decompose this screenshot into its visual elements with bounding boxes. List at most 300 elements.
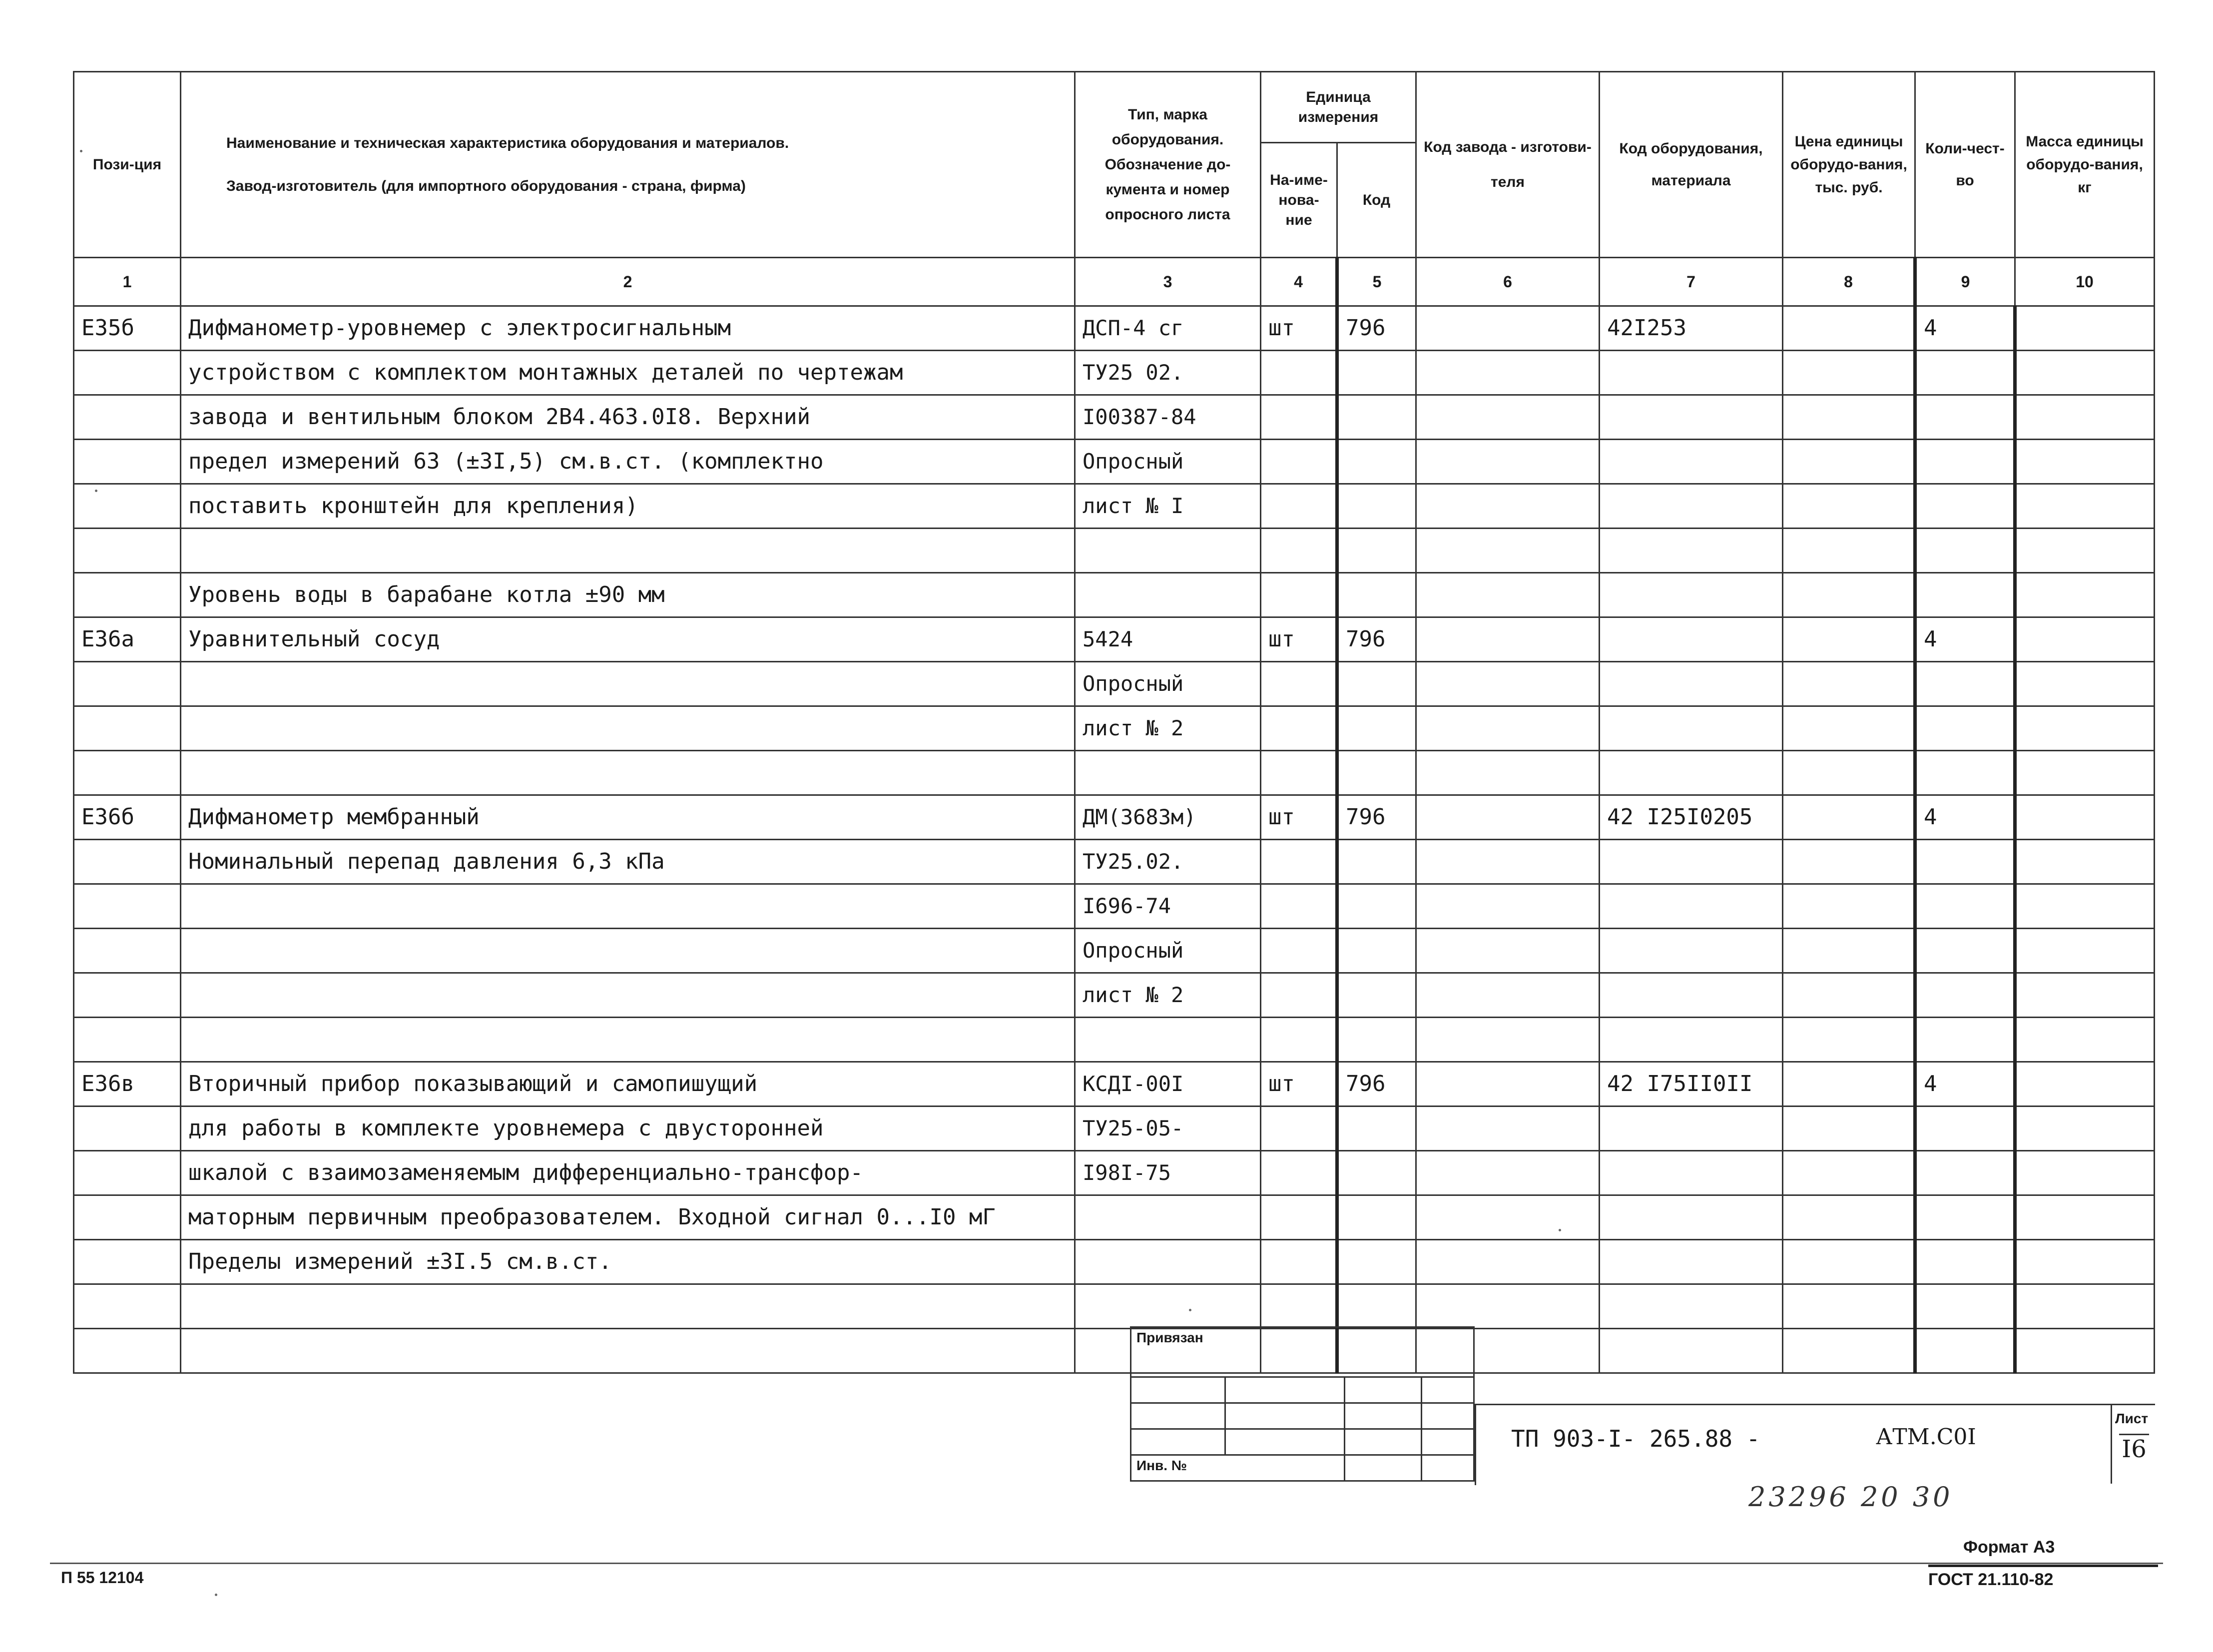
row-equipment-code — [1600, 440, 1783, 484]
row-type — [1075, 751, 1261, 795]
column-number: 9 — [1915, 258, 2015, 306]
column-number: 2 — [181, 258, 1075, 306]
table-row — [74, 351, 2155, 395]
row-equipment-code: 42 I25I0205 — [1600, 795, 1783, 840]
row-unit: шт — [1261, 306, 1337, 351]
row-mass — [2015, 1106, 2155, 1151]
row-mass — [2015, 884, 2155, 929]
row-equipment-code: 42I253 — [1600, 306, 1783, 351]
row-name: для работы в комплекте уровнемера с двусторонней — [181, 1106, 1075, 1151]
row-type: КСДI-00I — [1075, 1062, 1261, 1106]
row-mass — [2015, 440, 2155, 484]
row-name: Вторичный прибор показывающий и самопишущий — [181, 1062, 1075, 1106]
grid-cell — [1225, 1403, 1345, 1429]
table-row — [74, 1106, 2155, 1151]
row-equipment-code: 42 I75II0II — [1600, 1062, 1783, 1106]
grid-cell — [1422, 1455, 1474, 1481]
row-price — [1783, 840, 1915, 884]
row-type — [1075, 529, 1261, 573]
document-code: ТП 903-I- 265.88 - — [1511, 1425, 1760, 1452]
row-price — [1783, 751, 1915, 795]
column-number: 1 — [74, 258, 181, 306]
row-equipment-code — [1600, 1195, 1783, 1240]
row-quantity — [1915, 1329, 2015, 1373]
row-price — [1783, 306, 1915, 351]
row-name: устройством с комплектом монтажных деталей по чертежам — [181, 351, 1075, 395]
row-factory-code — [1416, 529, 1600, 573]
row-unit-code — [1337, 1284, 1416, 1329]
row-type: лист № 2 — [1075, 706, 1261, 751]
row-price — [1783, 973, 1915, 1018]
row-position — [74, 573, 181, 617]
row-price — [1783, 1062, 1915, 1106]
row-factory-code — [1416, 1018, 1600, 1062]
grid-cell — [1345, 1429, 1422, 1455]
row-type: Опросный — [1075, 440, 1261, 484]
row-mass — [2015, 662, 2155, 706]
grid-cell — [1131, 1403, 1225, 1429]
scan-speck — [80, 150, 82, 152]
row-equipment-code — [1600, 706, 1783, 751]
row-quantity — [1915, 1151, 2015, 1195]
row-unit — [1261, 573, 1337, 617]
row-factory-code — [1416, 884, 1600, 929]
row-price — [1783, 617, 1915, 662]
row-equipment-code — [1600, 617, 1783, 662]
row-equipment-code — [1600, 484, 1783, 529]
row-unit-code — [1337, 706, 1416, 751]
row-quantity — [1915, 395, 2015, 440]
row-unit — [1261, 840, 1337, 884]
row-factory-code — [1416, 929, 1600, 973]
header-unit-group: Единица измерения — [1261, 72, 1416, 143]
row-position — [74, 484, 181, 529]
row-type — [1075, 1240, 1261, 1284]
row-equipment-code — [1600, 1284, 1783, 1329]
row-type: лист № I — [1075, 484, 1261, 529]
row-type: лист № 2 — [1075, 973, 1261, 1018]
column-number: 6 — [1416, 258, 1600, 306]
table-row — [74, 1062, 2155, 1106]
row-unit-code: 796 — [1337, 306, 1416, 351]
row-quantity — [1915, 440, 2015, 484]
row-mass — [2015, 484, 2155, 529]
table-row — [74, 706, 2155, 751]
row-factory-code — [1416, 1151, 1600, 1195]
row-name — [181, 929, 1075, 973]
grid-cell — [1345, 1455, 1422, 1481]
row-name: предел измерений 63 (±3I,5) см.в.ст. (комплектно — [181, 440, 1075, 484]
row-type: ДМ(3683м) — [1075, 795, 1261, 840]
table-row — [74, 1240, 2155, 1284]
header-unit-code: Код — [1337, 143, 1416, 258]
row-type: ТУ25.02. — [1075, 840, 1261, 884]
row-mass — [2015, 1195, 2155, 1240]
table-row — [74, 884, 2155, 929]
row-unit — [1261, 1018, 1337, 1062]
row-unit — [1261, 1151, 1337, 1195]
row-name — [181, 1329, 1075, 1373]
table-row — [74, 840, 2155, 884]
table-row — [74, 929, 2155, 973]
row-name — [181, 1284, 1075, 1329]
row-equipment-code — [1600, 751, 1783, 795]
row-position — [74, 662, 181, 706]
row-factory-code — [1416, 484, 1600, 529]
row-position — [74, 884, 181, 929]
scan-speck — [215, 1594, 217, 1596]
sheet-label: Лист — [2115, 1411, 2149, 1426]
row-mass — [2015, 973, 2155, 1018]
row-quantity: 4 — [1915, 1062, 2015, 1106]
row-position — [74, 751, 181, 795]
scan-speck — [1559, 1229, 1561, 1231]
row-position — [74, 1284, 181, 1329]
row-unit-code — [1337, 884, 1416, 929]
row-quantity — [1915, 973, 2015, 1018]
row-type — [1075, 1018, 1261, 1062]
grid-cell — [1225, 1429, 1345, 1455]
grid-cell — [1131, 1377, 1225, 1403]
grid-cell — [1422, 1377, 1474, 1403]
header-name-line1: Наименование и техническая характеристика оборудования и материалов. — [226, 134, 789, 151]
row-position: Е36в — [74, 1062, 181, 1106]
row-factory-code — [1416, 840, 1600, 884]
row-factory-code — [1416, 1106, 1600, 1151]
row-name: Пределы измерений ±3I.5 см.в.ст. — [181, 1240, 1075, 1284]
row-factory-code — [1416, 706, 1600, 751]
row-unit: шт — [1261, 795, 1337, 840]
row-mass — [2015, 617, 2155, 662]
grid-cell — [1131, 1429, 1225, 1455]
row-unit — [1261, 440, 1337, 484]
row-unit — [1261, 973, 1337, 1018]
table-row — [74, 973, 2155, 1018]
row-quantity — [1915, 573, 2015, 617]
row-price — [1783, 440, 1915, 484]
row-quantity — [1915, 884, 2015, 929]
handwritten-note: 23296 20 30 — [1748, 1481, 1953, 1513]
row-name: Дифманометр мембранный — [181, 795, 1075, 840]
row-name — [181, 529, 1075, 573]
row-quantity: 4 — [1915, 617, 2015, 662]
row-mass — [2015, 795, 2155, 840]
row-position: Е35б — [74, 306, 181, 351]
footer-gost: ГОСТ 21.110-82 — [1928, 1565, 2158, 1590]
row-quantity — [1915, 929, 2015, 973]
row-type — [1075, 1195, 1261, 1240]
row-position — [74, 706, 181, 751]
row-quantity — [1915, 1240, 2015, 1284]
row-position — [74, 395, 181, 440]
table-row — [74, 1329, 2155, 1373]
row-factory-code — [1416, 395, 1600, 440]
row-mass — [2015, 706, 2155, 751]
row-price — [1783, 529, 1915, 573]
row-price — [1783, 573, 1915, 617]
document-stamp — [1475, 1404, 2155, 1485]
row-unit-code — [1337, 573, 1416, 617]
grid-cell — [1225, 1377, 1345, 1403]
header-price: Цена единицы оборудо-вания, тыс. руб. — [1783, 72, 1915, 258]
row-equipment-code — [1600, 1106, 1783, 1151]
row-price — [1783, 1195, 1915, 1240]
row-equipment-code — [1600, 840, 1783, 884]
row-equipment-code — [1600, 1018, 1783, 1062]
row-quantity — [1915, 351, 2015, 395]
row-equipment-code — [1600, 662, 1783, 706]
row-position — [74, 1018, 181, 1062]
row-name — [181, 1018, 1075, 1062]
table-body — [74, 306, 2155, 1373]
table-row — [74, 662, 2155, 706]
row-mass — [2015, 529, 2155, 573]
row-unit-code — [1337, 973, 1416, 1018]
table-row — [74, 306, 2155, 351]
row-quantity — [1915, 1018, 2015, 1062]
column-number: 4 — [1261, 258, 1337, 306]
row-unit — [1261, 1195, 1337, 1240]
footer-left-code: П 55 12104 — [61, 1569, 144, 1587]
row-unit — [1261, 1284, 1337, 1329]
row-price — [1783, 1018, 1915, 1062]
row-quantity — [1915, 1106, 2015, 1151]
row-quantity — [1915, 840, 2015, 884]
row-price — [1783, 1284, 1915, 1329]
row-unit-code — [1337, 1106, 1416, 1151]
row-factory-code — [1416, 795, 1600, 840]
row-type: Опросный — [1075, 929, 1261, 973]
row-position — [74, 440, 181, 484]
row-factory-code — [1416, 1062, 1600, 1106]
row-factory-code — [1416, 573, 1600, 617]
row-factory-code — [1416, 440, 1600, 484]
row-position — [74, 840, 181, 884]
row-mass — [2015, 1240, 2155, 1284]
sheet-number-box — [2111, 1404, 2155, 1484]
row-factory-code — [1416, 306, 1600, 351]
row-name: маторным первичным преобразователем. Входной сигнал 0...I0 мГ — [181, 1195, 1075, 1240]
header-name-line2: Завод-изготовитель (для импортного оборудования - страна, фирма) — [226, 177, 746, 194]
row-name — [181, 662, 1075, 706]
table-row — [74, 395, 2155, 440]
row-name: Номинальный перепад давления 6,3 кПа — [181, 840, 1075, 884]
row-position: Е36б — [74, 795, 181, 840]
column-number: 7 — [1600, 258, 1783, 306]
footer-format: Формат А3 — [1963, 1538, 2055, 1557]
column-number: 8 — [1783, 258, 1915, 306]
header-position: Пози-ция — [74, 72, 181, 258]
table-row — [74, 1151, 2155, 1195]
row-unit-code: 796 — [1337, 1062, 1416, 1106]
row-quantity — [1915, 484, 2015, 529]
row-unit-code — [1337, 840, 1416, 884]
document-suffix: АТМ.С0I — [1876, 1424, 1976, 1450]
row-unit — [1261, 706, 1337, 751]
row-quantity — [1915, 1284, 2015, 1329]
row-equipment-code — [1600, 1329, 1783, 1373]
row-price — [1783, 795, 1915, 840]
attached-label: Привязан — [1131, 1327, 1474, 1377]
row-equipment-code — [1600, 929, 1783, 973]
row-factory-code — [1416, 1240, 1600, 1284]
row-quantity — [1915, 529, 2015, 573]
row-equipment-code — [1600, 1151, 1783, 1195]
row-price — [1783, 1329, 1915, 1373]
row-type: ДСП-4 сг — [1075, 306, 1261, 351]
row-unit-code — [1337, 484, 1416, 529]
bottom-rule — [50, 1563, 2163, 1564]
row-quantity — [1915, 1195, 2015, 1240]
row-position — [74, 529, 181, 573]
row-unit-code: 796 — [1337, 795, 1416, 840]
inv-label: Инв. № — [1131, 1455, 1345, 1481]
row-position — [74, 1240, 181, 1284]
row-unit-code — [1337, 395, 1416, 440]
row-unit-code — [1337, 662, 1416, 706]
row-name: завода и вентильным блоком 2В4.463.0I8. Верхний — [181, 395, 1075, 440]
column-number: 5 — [1337, 258, 1416, 306]
row-factory-code — [1416, 662, 1600, 706]
table-row — [74, 1195, 2155, 1240]
row-name: Уровень воды в барабане котла ±90 мм — [181, 573, 1075, 617]
row-unit-code — [1337, 440, 1416, 484]
row-unit — [1261, 751, 1337, 795]
row-price — [1783, 1240, 1915, 1284]
row-mass — [2015, 1284, 2155, 1329]
table-row — [74, 1284, 2155, 1329]
row-factory-code — [1416, 751, 1600, 795]
row-position — [74, 1106, 181, 1151]
header-factory-code: Код завода - изготови-теля — [1416, 72, 1600, 258]
table-row — [74, 1018, 2155, 1062]
row-equipment-code — [1600, 1240, 1783, 1284]
row-factory-code — [1416, 351, 1600, 395]
row-mass — [2015, 306, 2155, 351]
row-equipment-code — [1600, 351, 1783, 395]
row-position — [74, 1329, 181, 1373]
table-row — [74, 795, 2155, 840]
row-factory-code — [1416, 973, 1600, 1018]
grid-cell — [1345, 1403, 1422, 1429]
row-position — [74, 929, 181, 973]
row-equipment-code — [1600, 573, 1783, 617]
row-name — [181, 751, 1075, 795]
header-quantity: Коли-чест-во — [1915, 72, 2015, 258]
column-number: 3 — [1075, 258, 1261, 306]
table-row — [74, 573, 2155, 617]
row-price — [1783, 662, 1915, 706]
row-position — [74, 973, 181, 1018]
row-price — [1783, 484, 1915, 529]
row-price — [1783, 706, 1915, 751]
row-unit — [1261, 351, 1337, 395]
row-unit-code — [1337, 1195, 1416, 1240]
row-position — [74, 1195, 181, 1240]
row-equipment-code — [1600, 973, 1783, 1018]
row-position — [74, 351, 181, 395]
row-mass — [2015, 1018, 2155, 1062]
header-unit-name: На-име-нова-ние — [1261, 143, 1337, 258]
row-equipment-code — [1600, 884, 1783, 929]
row-type: ТУ25-05- — [1075, 1106, 1261, 1151]
row-unit — [1261, 1106, 1337, 1151]
row-unit-code — [1337, 1151, 1416, 1195]
row-unit-code — [1337, 529, 1416, 573]
row-type: I98I-75 — [1075, 1151, 1261, 1195]
equipment-specification-table — [73, 71, 2155, 1374]
row-name: Уравнительный сосуд — [181, 617, 1075, 662]
table-row — [74, 751, 2155, 795]
row-unit: шт — [1261, 1062, 1337, 1106]
row-type — [1075, 573, 1261, 617]
row-position: Е36а — [74, 617, 181, 662]
scan-speck — [1189, 1309, 1191, 1311]
row-unit — [1261, 395, 1337, 440]
row-price — [1783, 1106, 1915, 1151]
row-mass — [2015, 351, 2155, 395]
row-unit: шт — [1261, 617, 1337, 662]
row-unit-code — [1337, 751, 1416, 795]
row-unit — [1261, 1240, 1337, 1284]
row-mass — [2015, 751, 2155, 795]
row-factory-code — [1416, 1195, 1600, 1240]
row-unit-code — [1337, 1018, 1416, 1062]
row-price — [1783, 929, 1915, 973]
row-type — [1075, 1284, 1261, 1329]
row-type: Опросный — [1075, 662, 1261, 706]
row-unit-code — [1337, 351, 1416, 395]
row-quantity: 4 — [1915, 795, 2015, 840]
header-equipment-code: Код оборудования, материала — [1600, 72, 1783, 258]
row-price — [1783, 351, 1915, 395]
row-mass — [2015, 840, 2155, 884]
sheet-number: I6 — [2119, 1434, 2149, 1463]
grid-cell — [1422, 1429, 1474, 1455]
scan-speck — [95, 490, 97, 492]
header-type: Тип, марка оборудования. Обозначение до-кумента и номер опросного листа — [1075, 72, 1261, 258]
row-factory-code — [1416, 617, 1600, 662]
header-name — [181, 72, 1075, 258]
grid-cell — [1345, 1377, 1422, 1403]
row-quantity: 4 — [1915, 306, 2015, 351]
row-quantity — [1915, 662, 2015, 706]
row-factory-code — [1416, 1284, 1600, 1329]
row-position — [74, 1151, 181, 1195]
table-header — [74, 72, 2155, 306]
table-row — [74, 440, 2155, 484]
attachment-block — [1130, 1326, 1475, 1482]
row-mass — [2015, 573, 2155, 617]
row-unit — [1261, 884, 1337, 929]
row-name: шкалой с взаимозаменяемым дифференциально-трансфор- — [181, 1151, 1075, 1195]
row-type: ТУ25 02. — [1075, 351, 1261, 395]
row-equipment-code — [1600, 529, 1783, 573]
table-row — [74, 484, 2155, 529]
row-name — [181, 706, 1075, 751]
row-unit — [1261, 929, 1337, 973]
row-mass — [2015, 929, 2155, 973]
table-row — [74, 617, 2155, 662]
row-type: I696-74 — [1075, 884, 1261, 929]
row-price — [1783, 1151, 1915, 1195]
row-type: 5424 — [1075, 617, 1261, 662]
row-name — [181, 973, 1075, 1018]
row-equipment-code — [1600, 395, 1783, 440]
column-numbers-row — [74, 258, 2155, 306]
row-unit-code: 796 — [1337, 617, 1416, 662]
row-name: поставить кронштейн для крепления) — [181, 484, 1075, 529]
